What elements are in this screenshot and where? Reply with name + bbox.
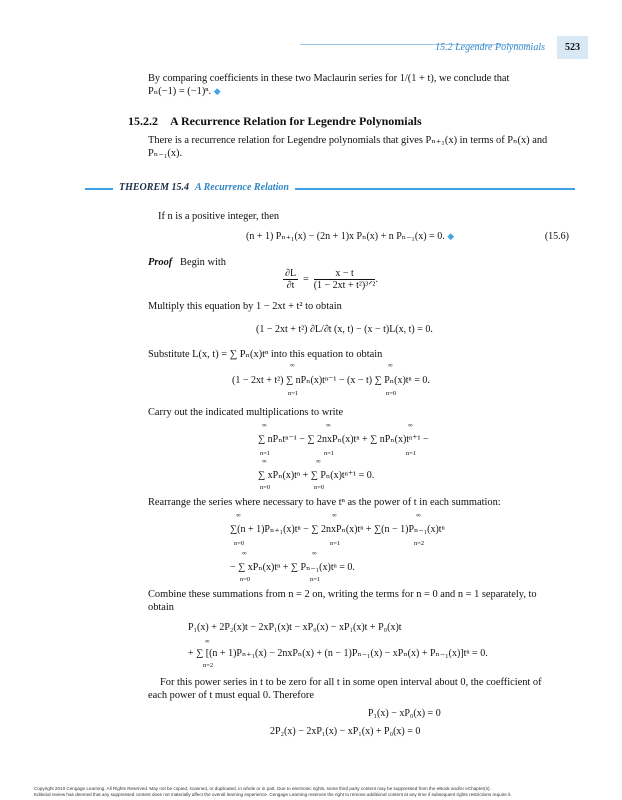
theorem-statement: If n is a positive integer, then <box>158 211 280 222</box>
limit-n1-a: n=1 <box>288 390 299 397</box>
equation-6a: P₁(x) + 2P₂(x)t − 2xP₁(x)t − xP₀(x) − xP₁(x)t + P₀(x)t <box>188 622 402 633</box>
combine-text-line1: Combine these summations from n = 2 on, writing the terms for n = 0 and n = 1 separately, to <box>148 589 537 600</box>
running-header <box>435 36 588 59</box>
limit-inf-12: ∞ <box>312 550 317 557</box>
copyright-footer <box>34 786 594 798</box>
section-number: 15.2.2 <box>128 114 158 128</box>
equation-5b: − ∑ xPₙ(x)tⁿ + ∑ Pₙ₋₁(x)tⁿ = 0. <box>230 562 355 573</box>
limit-inf-7: ∞ <box>316 458 321 465</box>
combine-text-line2: obtain <box>148 602 174 613</box>
limit-n0-c: n=0 <box>314 484 325 491</box>
limit-inf-6: ∞ <box>262 458 267 465</box>
multiply-text: Multiply this equation by 1 − 2xt + t² to obtain <box>148 301 342 312</box>
section-paragraph <box>148 134 576 160</box>
equation-number: (15.6) <box>544 231 569 242</box>
limit-n0-a: n=0 <box>386 390 397 397</box>
copyright-line1: Copyright 2010 Cengage Learning. All Rights Reserved. May not be copied, scanned, or duplicated, in whole or in part. Due to electronic rights, some third party content may be suppressed from the eBook and/or eChapter(s). <box>34 786 491 791</box>
running-header-section: 15.2 Legendre Polynomials <box>435 42 545 53</box>
limit-n1-d: n=1 <box>406 450 417 457</box>
section-heading <box>128 114 434 129</box>
end-diamond-icon: ◆ <box>213 86 221 96</box>
intro-paragraph <box>148 72 576 98</box>
substitute-text: Substitute L(x, t) = ∑ Pₙ(x)tⁿ into this equation to obtain <box>148 349 383 360</box>
proof-begin-text: Begin with <box>180 257 226 268</box>
theorem-equation: (n + 1) Pₙ₊₁(x) − (2n + 1)x Pₙ(x) + n Pₙ₋₁(x) = 0. ◆ <box>246 231 455 242</box>
limit-inf-13: ∞ <box>205 638 210 645</box>
limit-n0-e: n=0 <box>240 576 251 583</box>
limit-inf-9: ∞ <box>332 512 337 519</box>
limit-inf-10: ∞ <box>416 512 421 519</box>
limit-n1-f: n=1 <box>310 576 321 583</box>
limit-n1-b: n=1 <box>260 450 271 457</box>
equation-4a: ∑ nPₙtⁿ⁻¹ − ∑ 2nxPₙ(x)tⁿ + ∑ nPₙ(x)tⁿ⁺¹ − <box>258 434 429 445</box>
section-text-line1: There is a recurrence relation for Legendre polynomials that gives Pₙ₊₁(x) in terms of Pₙ(x) and <box>148 135 548 146</box>
theorem-label <box>113 182 295 193</box>
limit-inf-5: ∞ <box>408 422 413 429</box>
theorem-name: A Recurrence Relation <box>195 182 289 193</box>
power-paragraph <box>148 676 576 689</box>
limit-inf-3: ∞ <box>262 422 267 429</box>
theorem-banner <box>85 182 575 196</box>
proof-label: Proof <box>148 257 173 268</box>
limit-inf-8: ∞ <box>236 512 241 519</box>
limit-n2-a: n=2 <box>414 540 425 547</box>
intro-text: By comparing coefficients in these two Maclaurin series for 1/(1 + t), we conclude that <box>148 73 510 84</box>
equation-8: 2P₂(x) − 2xP₁(x) − xP₁(x) + P₀(x) = 0 <box>270 726 421 737</box>
power-text-line1: For this power series in t to be zero for all t in some open interval about 0, the coefficient of <box>160 677 542 688</box>
equation-2: (1 − 2xt + t²) ∂L/∂t (x, t) − (x − t)L(x, t) = 0. <box>256 324 433 335</box>
power-text-line2: each power of t must equal 0. Therefore <box>148 690 314 701</box>
equation-dL-dt: $\frac{\partial L}{\partial t}$ = x − t (1 − 2xt + t²)³ᐟ² . <box>285 268 378 291</box>
carry-text: Carry out the indicated multiplications to write <box>148 407 344 418</box>
equation-4b: ∑ xPₙ(x)tⁿ + ∑ Pₙ(x)tⁿ⁺¹ = 0. <box>258 470 375 481</box>
rearrange-text: Rearrange the series where necessary to have tⁿ as the power of t in each summation: <box>148 497 501 508</box>
equation-7: P₁(x) − xP₀(x) = 0 <box>368 708 441 719</box>
copyright-line2: Editorial review has deemed that any suppressed content does not materially affect the overall learning experience. Cengage Learning reserves the right to remove additional content at any time if subsequent rights restrictions require it. <box>34 792 512 797</box>
section-text-line2: Pₙ₋₁(x). <box>148 148 183 159</box>
theorem-number: THEOREM 15.4 <box>119 182 190 193</box>
equation-6b: + ∑ [(n + 1)Pₙ₊₁(x) − 2nxPₙ(x) + (n − 1)Pₙ₋₁(x) − xPₙ(x) + Pₙ₋₁(x)]tⁿ = 0. <box>188 648 488 659</box>
limit-inf-2: ∞ <box>388 362 393 369</box>
equation-3: (1 − 2xt + t²) ∑ nPₙ(x)tⁿ⁻¹ − (x − t) ∑ Pₙ(x)tⁿ = 0. <box>232 375 430 386</box>
section-title: A Recurrence Relation for Legendre Polynomials <box>170 114 422 128</box>
limit-inf-4: ∞ <box>326 422 331 429</box>
intro-result: Pₙ(−1) = (−1)ⁿ. ◆ <box>148 86 221 97</box>
combine-paragraph <box>148 588 576 614</box>
limit-n2-b: n=2 <box>203 662 214 669</box>
limit-inf-1: ∞ <box>290 362 295 369</box>
equation-5a: ∑(n + 1)Pₙ₊₁(x)tⁿ − ∑ 2nxPₙ(x)tⁿ + ∑(n − 1)Pₙ₋₁(x)tⁿ <box>230 524 445 535</box>
limit-n1-e: n=1 <box>330 540 341 547</box>
limit-inf-11: ∞ <box>242 550 247 557</box>
limit-n1-c: n=1 <box>324 450 335 457</box>
page-number: 523 <box>557 36 588 59</box>
limit-n0-b: n=0 <box>260 484 271 491</box>
limit-n0-d: n=0 <box>234 540 245 547</box>
theorem-end-diamond-icon: ◆ <box>447 231 455 241</box>
